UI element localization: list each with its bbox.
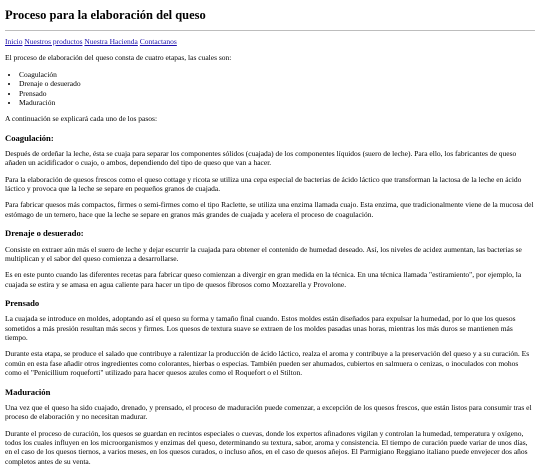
nav-link-contactanos[interactable]: Contactanos <box>139 37 177 46</box>
section-paragraph: Es en este punto cuando las diferentes recetas para fabricar queso comienzan a divergir en gran medida en la técnica. En una técnica llamada "estiramiento", por ejemplo, la cuajada se estira y se amasa en agua caliente para hacer un tipo de quesos fibrosos como Mozzarella y Provolone. <box>5 270 522 289</box>
section-maduracion <box>5 387 535 466</box>
section-heading: Coagulación: <box>5 132 54 143</box>
nav-link-inicio[interactable]: Inicio <box>5 37 23 46</box>
section-coagulacion <box>5 133 535 220</box>
stage-item: • Maduración <box>19 98 535 107</box>
title-divider <box>5 30 535 31</box>
intro-paragraph: El proceso de elaboración del queso consta de cuatro etapas, las cuales son: <box>5 53 232 63</box>
stages-list <box>5 70 535 108</box>
section-paragraph: Para fabricar quesos más compactos, firmes o semi-firmes como el tipo Raclette, se utiliza una enzima llamada cuajo. Esta enzima, que tradicionalmente viene de la mucosa del estómago de un ternero, hace que la leche se separe en granos más grandes de cuajada y acelera el proceso de coagulación. <box>5 200 534 219</box>
top-nav <box>5 37 535 46</box>
nav-link-hacienda[interactable]: Nuestra Hacienda <box>84 37 138 46</box>
section-paragraph: La cuajada se introduce en moldes, adoptando así el queso su forma y tamaño final cuando. Estos moldes están diseñados para expulsar la humedad, por lo que los quesos sometidos a más presión resultan más secos y firmes. Los quesos de textura suave se extraen de los moldes pasadas unas horas, mientras los más duros se mantienen más tiempo. <box>5 314 516 343</box>
section-heading: Drenaje o desuerado: <box>5 228 84 239</box>
section-paragraph: Durante esta etapa, se produce el salado que contribuye a ralentizar la producción de ácido láctico, realza el aroma y contribuye a la preservación del queso y a su curación. Es común en esta fase añadir otros ingredientes como colorantes, hierbas o especias. También pueden ser ahumados, cubiertos en salmuera o cenizas, o inoculados con mohos como el "Penicillium roqueforti" utilizado para hacer quesos azules como el Roquefort o el Stilton. <box>5 349 530 378</box>
nav-link-productos[interactable]: Nuestros productos <box>24 37 83 46</box>
stage-item: • Prensado <box>19 89 535 98</box>
section-paragraph: Una vez que el queso ha sido cuajado, drenado, y prensado, el proceso de maduración puede comenzar, a excepción de los quesos frescos, que están listos para consumir tras el proceso de elaboración y no necesitan madurar. <box>5 402 532 422</box>
section-paragraph: Consiste en extraer aún más el suero de leche y dejar escurrir la cuajada para obtener el contenido de humedad deseado. Así, los niveles de acidez aumentan, las bacterias se multiplican y el sabor del queso comienza a desarrollarse. <box>5 244 522 263</box>
section-paragraph: Para la elaboración de quesos frescos como el queso cottage y ricota se utiliza una cepa especial de bacterias de ácido láctico que transforman la lactosa de la leche en ácido láctico y provoca que la leche se separe en pequeños granos de cuajada. <box>5 174 522 194</box>
stage-item: • Drenaje o desuerado <box>19 79 535 88</box>
section-drenaje <box>5 228 535 289</box>
section-heading: Prensado <box>5 298 40 308</box>
section-paragraph: Durante el proceso de curación, los quesos se guardan en recintos especiales o cuevas, donde los expertos afinadores vigilan y controlan la humedad, temperatura y oxígeno, todos los cuales influyen en los microorganismos y enzimas del queso, determinando su textura, sabor, aroma y consistencia. El tiempo de curación puede variar de unos días, en el caso de los quesos tiernos, a varios meses, en los quesos curados, o incluso años, en el caso de quesos añejos. El Parmigiano Reggiano italiano puede envejecer dos años completos antes de su venta. <box>5 428 528 466</box>
stage-item: • Coagulación <box>19 70 535 79</box>
page-title: Proceso para la elaboración del queso <box>5 8 206 22</box>
section-paragraph: Después de ordeñar la leche, ésta se cuaja para separar los componentes sólidos (cuajada) de los componentes líquidos (suero de leche). Para ello, los fabricantes de queso añaden un acidificador o cuajo, o ambos, dependiendo del tipo de queso que van a hacer. <box>5 148 517 168</box>
section-prensado <box>5 298 535 378</box>
intro-paragraph-2: A continuación se explicará cada uno de los pasos: <box>5 114 158 124</box>
section-heading: Maduración <box>5 386 51 397</box>
